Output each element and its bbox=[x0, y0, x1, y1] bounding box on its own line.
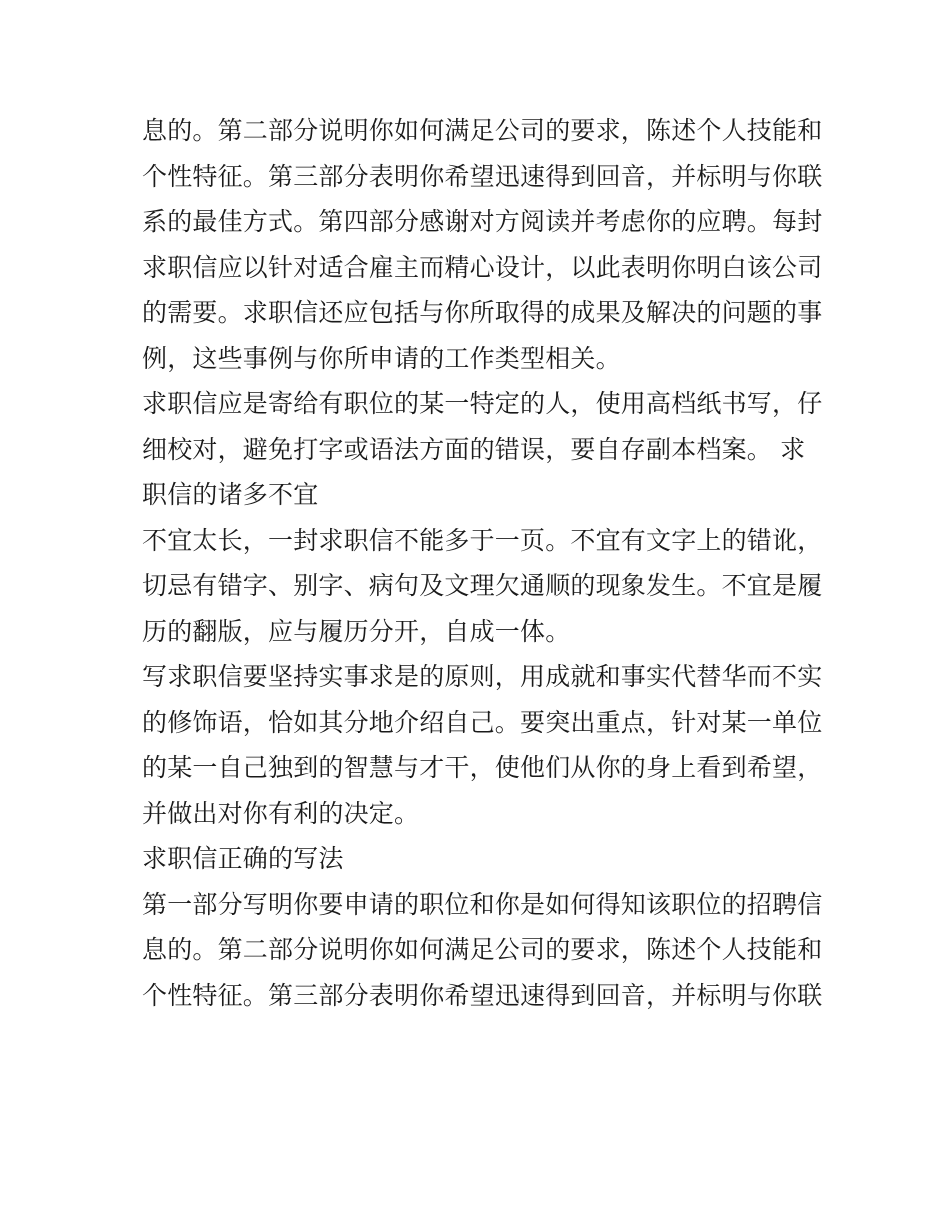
text-line: 写求职信要坚持实事求是的原则，用成就和事实代替华而不实 bbox=[142, 662, 823, 691]
text-line: 例，这些事例与你所申请的工作类型相关。 bbox=[142, 343, 621, 373]
text-line: 切忌有错字、别字、病句及文理欠通顺的现象发生。不宜是履 bbox=[142, 571, 823, 600]
text-line: 第一部分写明你要申请的职位和你是如何得知该职位的招聘信 bbox=[142, 889, 823, 919]
text-line: 的修饰语，恰如其分地介绍自己。要突出重点，针对某一单位 bbox=[142, 707, 823, 737]
text-line: 并做出对你有利的决定。 bbox=[142, 798, 420, 828]
text-line: 息的。第二部分说明你如何满足公司的要求，陈述个人技能和 bbox=[142, 116, 823, 145]
text-line: 个性特征。第三部分表明你希望迅速得到回音，并标明与你联 bbox=[142, 161, 823, 191]
text-line: 历的翻版，应与履历分开，自成一体。 bbox=[142, 616, 571, 646]
text-line: 个性特征。第三部分表明你希望迅速得到回音，并标明与你联 bbox=[142, 980, 823, 1010]
document-body bbox=[142, 108, 822, 1018]
text-line: 的某一自己独到的智慧与才干，使他们从你的身上看到希望， bbox=[142, 753, 823, 782]
text-line: 细校对，避免打字或语法方面的错误，要自存副本档案。 求 bbox=[142, 434, 806, 464]
text-line: 求职信应是寄给有职位的某一特定的人，使用高档纸书写，仔 bbox=[142, 389, 823, 418]
section-heading: 求职信正确的写法 bbox=[142, 844, 344, 873]
section-heading: 职信的诸多不宜 bbox=[142, 480, 319, 509]
text-line: 求职信应以针对适合雇主而精心设计，以此表明你明白该公司 bbox=[142, 252, 823, 282]
text-line: 息的。第二部分说明你如何满足公司的要求，陈述个人技能和 bbox=[142, 935, 823, 964]
text-line: 系的最佳方式。第四部分感谢对方阅读并考虑你的应聘。每封 bbox=[142, 207, 823, 236]
text-line: 的需要。求职信还应包括与你所取得的成果及解决的问题的事 bbox=[142, 298, 823, 327]
text-line: 不宜太长，一封求职信不能多于一页。不宜有文字上的错讹， bbox=[142, 525, 823, 555]
